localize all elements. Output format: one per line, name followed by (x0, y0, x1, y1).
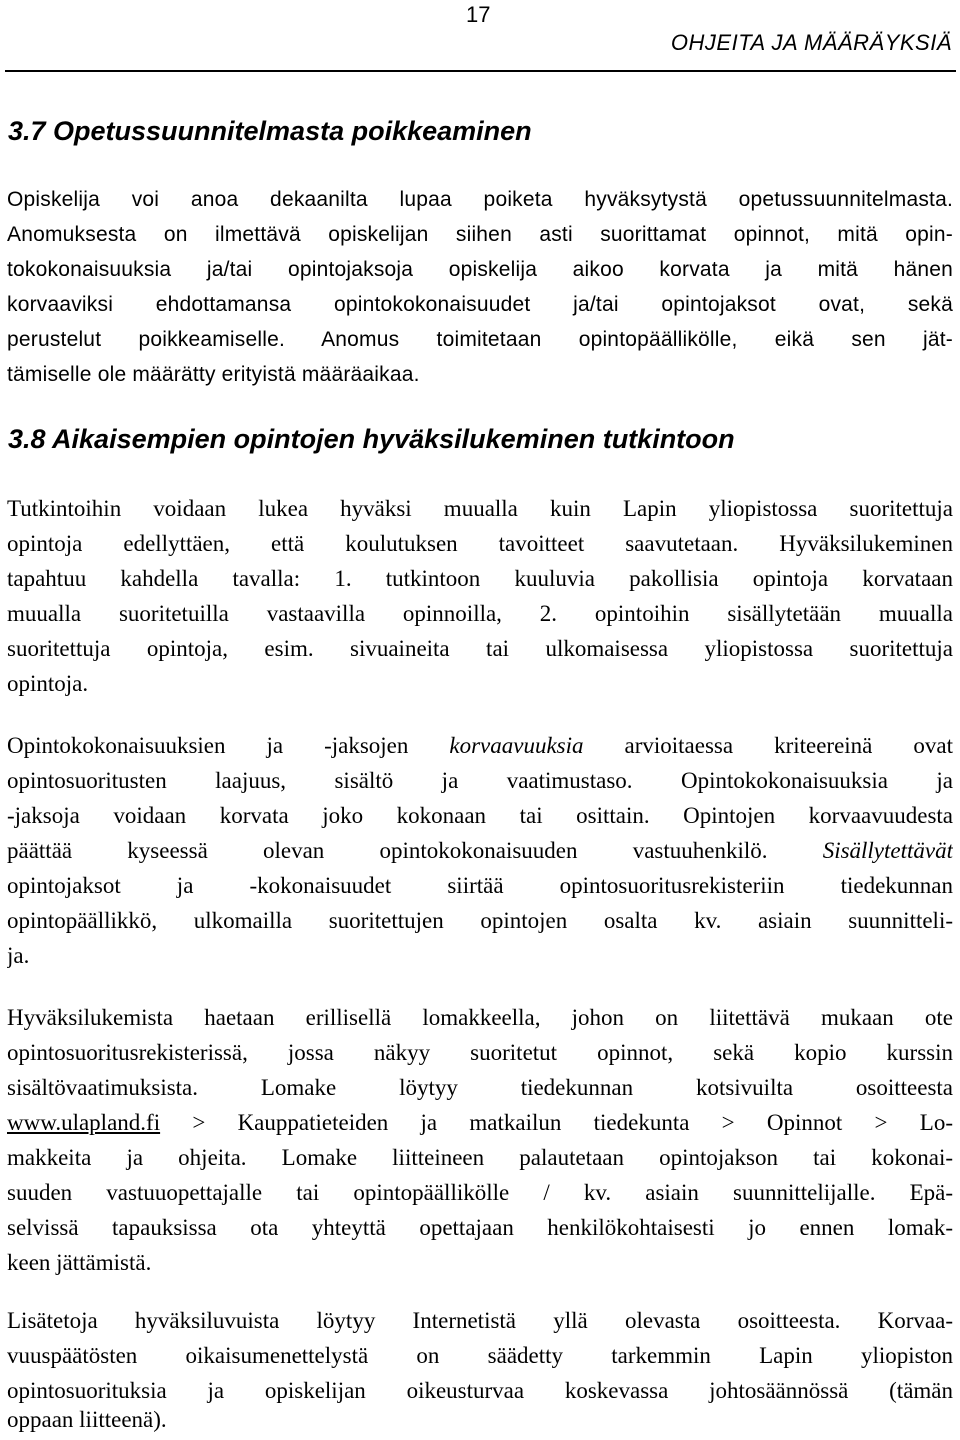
text-span: > Kauppatieteiden ja matkailun tiedekunta > Opinnot > Lo- (160, 1110, 953, 1135)
body-line: vuuspäätösten oikaisumenettelystä on säädetty tarkemmin Lapin yliopiston (7, 1343, 953, 1368)
emphasis-text: Sisällytettävät (822, 838, 953, 863)
body-line: sisältövaatimuksista. Lomake löytyy tiedekunnan kotsivuilta osoitteesta (7, 1075, 953, 1100)
body-line: ja. (7, 943, 30, 968)
section-heading-3-7: 3.7 Opetussuunnitelmasta poikkeaminen (8, 116, 532, 146)
body-line: makkeita ja ohjeita. Lomake liitteineen palautetaan opintojakson tai kokonai- (7, 1145, 953, 1170)
body-line: opintoja edellyttäen, että koulutuksen tavoitteet saavutetaan. Hyväksilukeminen (7, 531, 953, 556)
header-rule (5, 70, 956, 72)
body-line: Anomuksesta on ilmettävä opiskelijan siihen asti suorittamat opinnot, mitä opin- (7, 223, 953, 246)
faculty-website-link[interactable]: www.ulapland.fi (7, 1110, 161, 1135)
body-line: oppaan liitteenä). (7, 1407, 167, 1432)
body-line (7, 1106, 953, 1140)
body-line: opintosuoritusrekisterissä, jossa näkyy suoritetut opinnot, sekä kopio kurssin (7, 1040, 953, 1065)
body-line: opintosuoritusten laajuus, sisältö ja vaatimustaso. Opintokokonaisuuksia ja (7, 768, 953, 793)
body-line: Opiskelija voi anoa dekaanilta lupaa poiketa hyväksytystä opetussuunnitelmasta. (7, 188, 953, 211)
text-span: päättää kyseessä olevan opintokokonaisuuden vastuuhenkilö. (7, 838, 823, 863)
body-line: suoritettuja opintoja, esim. sivuaineita tai ulkomaisessa yliopistossa suoritettuja (7, 636, 953, 661)
body-line (7, 834, 953, 868)
text-span: Opintokokonaisuuksien ja -jaksojen (7, 733, 450, 758)
body-line: Lisätetoja hyväksiluvuista löytyy Internetistä yllä olevasta osoitteesta. Korvaa- (7, 1308, 953, 1333)
body-line (7, 729, 953, 763)
body-line: opintojaksot ja -kokonaisuudet siirtää opintosuoritusrekisteriin tiedekunnan (7, 873, 953, 898)
body-line: opintopäällikkö, ulkomailla suoritettujen opintojen osalta kv. asiain suunnitteli- (7, 908, 953, 933)
body-line: Hyväksilukemista haetaan erillisellä lomakkeella, johon on liitettävä mukaan ote (7, 1005, 953, 1030)
body-line: korvaaviksi ehdottamansa opintokokonaisuudet ja/tai opintojaksot ovat, sekä (7, 293, 953, 316)
body-line: tämiselle ole määrätty erityistä määräaikaa. (7, 363, 420, 386)
body-line: opintosuorituksia ja opiskelijan oikeusturvaa koskevassa johtosäännössä (tämän (7, 1378, 953, 1403)
body-line: Tutkintoihin voidaan lukea hyväksi muualla kuin Lapin yliopistossa suoritettuja (7, 496, 953, 521)
text-span: arvioitaessa kriteereinä ovat (583, 733, 953, 758)
body-line: tapahtuu kahdella tavalla: 1. tutkintoon kuuluvia pakollisia opintoja korvataan (7, 566, 953, 591)
body-line: tokokonaisuuksia ja/tai opintojaksoja opiskelija aikoo korvata ja mitä hänen (7, 258, 953, 281)
section-heading-3-8: 3.8 Aikaisempien opintojen hyväksilukeminen tutkintoon (8, 424, 735, 454)
body-line: opintoja. (7, 671, 89, 696)
body-line: selvissä tapauksissa ota yhteyttä opettajaan henkilökohtaisesti jo ennen lomak- (7, 1215, 953, 1240)
body-line: suuden vastuuopettajalle tai opintopäällikölle / kv. asiain suunnittelijalle. Epä- (7, 1180, 953, 1205)
running-header-title: OHJEITA JA MÄÄRÄYKSIÄ (670, 30, 952, 55)
emphasis-text: korvaavuuksia (449, 733, 584, 758)
body-line: perustelut poikkeamiselle. Anomus toimitetaan opintopäällikölle, eikä sen jät- (7, 328, 953, 351)
body-line: keen jättämistä. (7, 1250, 152, 1275)
body-line: -jaksoja voidaan korvata joko kokonaan tai osittain. Opintojen korvaavuudesta (7, 803, 953, 828)
page-number: 17 (466, 2, 491, 27)
body-line: muualla suoritetuilla vastaavilla opinnoilla, 2. opintoihin sisällytetään muualla (7, 601, 953, 626)
